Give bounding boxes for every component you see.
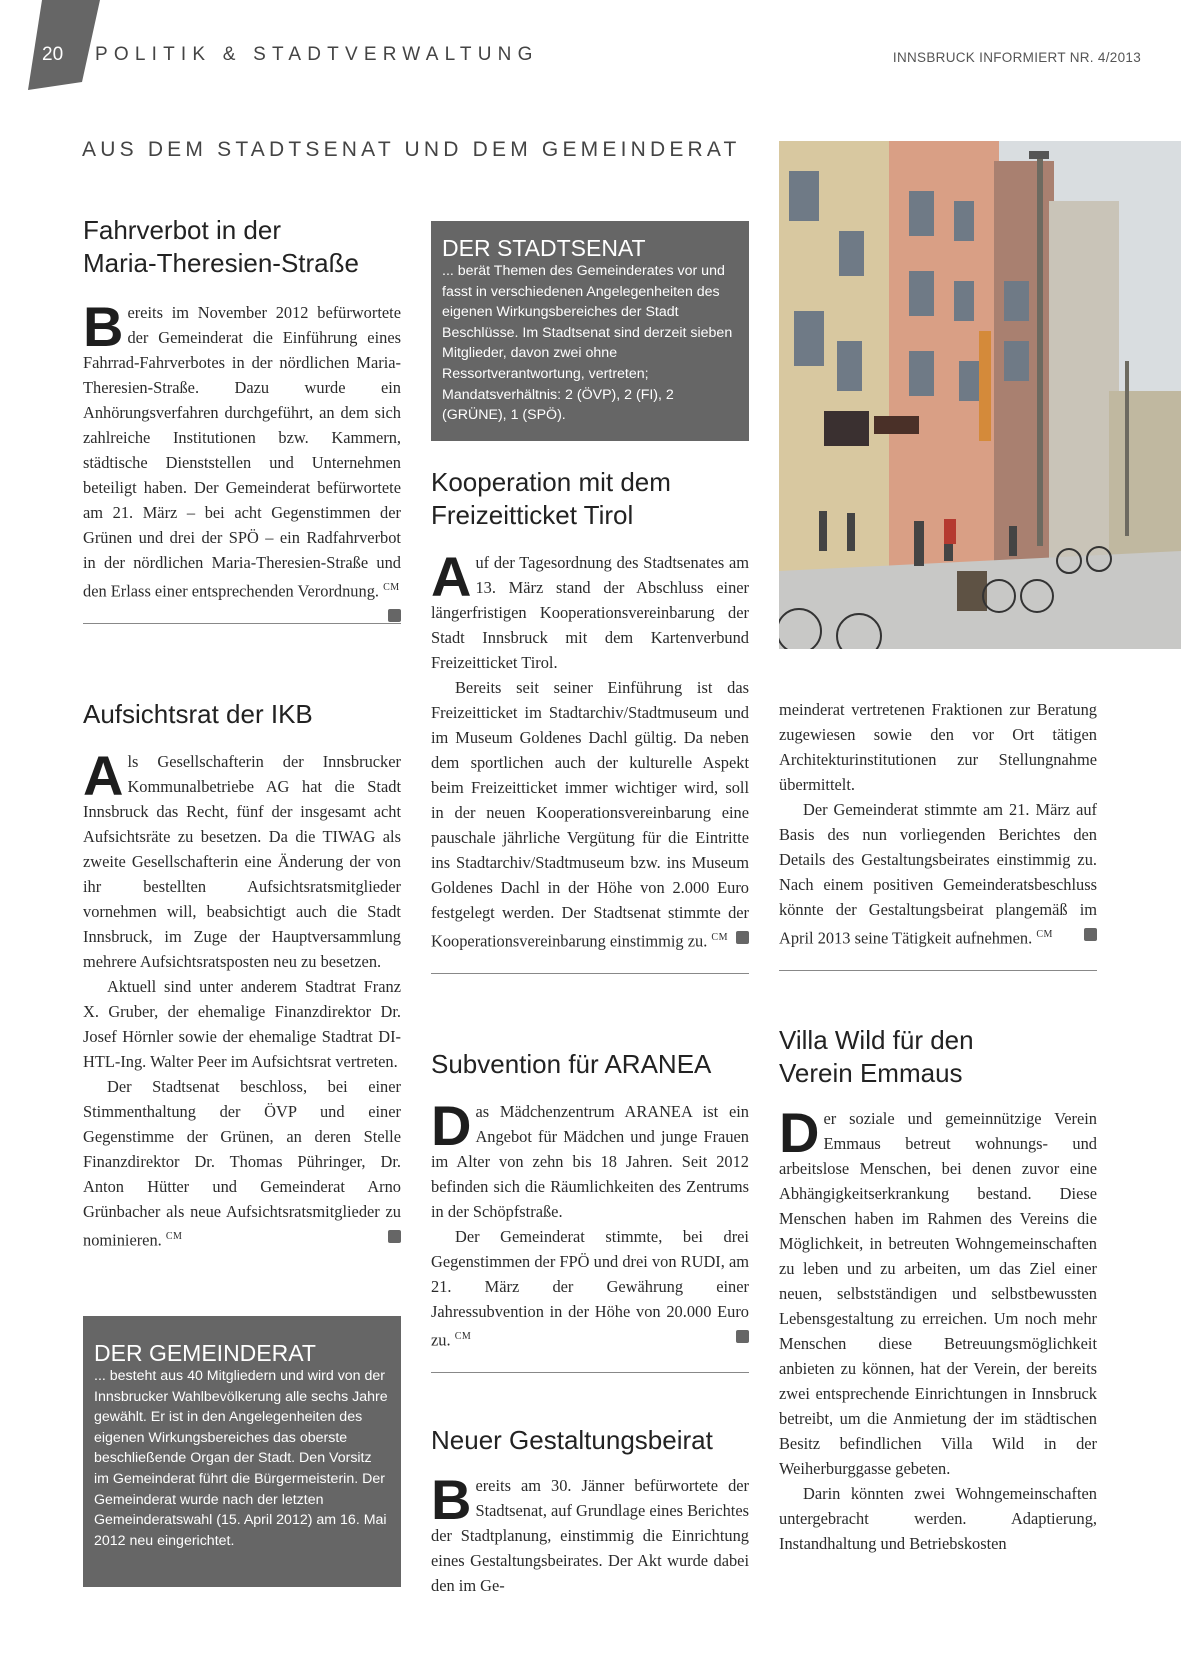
page-number: 20 [42, 44, 64, 65]
author-initials: CM [711, 932, 728, 943]
drop-cap: D [779, 1101, 820, 1164]
author-initials: CM [383, 582, 400, 593]
article-body: Bereits seit seiner Einführung ist das Freizeitticket im Stadtarchiv/Stadtmuseum und im Museum Goldenes Dachl gültig. Da neben dem sportlichen auch der kulturelle Aspekt beim Freizeitticket immer wichtiger wird, soll in der neuen Kooperationsvereinbarung eine pauschale jährliche Vergütung für die Eintritte ins Stadtarchiv/Stadtmuseum bzw. ins Museum Goldenes Dachl in der Höhe von 2.000 Euro festgelegt werden. Der Stadtsenat stimmte der Kooperationsvereinbarung einstimmig zu. $^{CM}$ [431, 678, 749, 951]
article-body: Der Stadtsenat beschloss, bei einer Stimmenthaltung der ÖVP und einer Gegenstimme der Grünen, an deren Stelle Finanzdirektor Dr. Thomas Pühringer, Dr. Anton Hütter und Gemeinderat Arno Grünbacher als neue Aufsichtsratsmitglieder zu nominieren. $^{CM}$ [83, 1077, 401, 1250]
article-body: Bereits am 30. Jänner befürwortete der Stadtsenat, auf Grundlage eines Berichtes der Stadtplanung, einstimmig die Einrichtung eines Gestaltungsbeirates. Der Akt wurde dabei den im Ge- [431, 1468, 749, 1595]
end-mark-icon [736, 1330, 749, 1343]
article-title: Neuer Gestaltungsbeirat [431, 1425, 713, 1455]
info-box-text: ... berät Themen des Gemeinderates vor und fasst in verschiedenen Angelegenheiten des eigenen Wirkungsbereiches der Stadt Beschlüsse. Im Stadtsenat sind derzeit sieben Mitglieder, davon zwei ohne Ressortverantwortung, vertreten; Mandatsverhältnis: 2 (ÖVP), 2 (FI), 2 (GRÜNE), 1 (SPÖ). [442, 263, 733, 424]
article-title: Fahrverbot in der Maria-Theresien-Straße [83, 215, 359, 278]
article-body: meinderat vertretenen Fraktionen zur Beratung zugewiesen sowie den vor Ort tätigen Architekturinstitutionen zur Stellungnahme übermittelt. [779, 700, 1097, 794]
page-number-tab [28, 0, 100, 90]
end-mark-icon [1084, 928, 1097, 941]
section-title: POLITIK & STADTVERWALTUNG [95, 44, 539, 65]
info-box-text: ... besteht aus 40 Mitgliedern und wird von der Innsbrucker Wahlbevölkerung alle sechs Jahre gewählt. Er ist in den Angelegenheiten des eigenen Wirkungsbereiches das oberste beschließende Organ der Stadt. Den Vorsitz im Gemeinderat führt die Bürgermeisterin. Der Gemeinderat wurde nach der letzten Gemeinderatswahl (15. April 2012) am 16. Mai 2012 neu eingerichtet. [94, 1368, 388, 1549]
article-gestaltungsbeirat-continued [779, 697, 1097, 971]
article-gestaltungsbeirat [431, 1424, 749, 1598]
article-fahrverbot [83, 214, 401, 624]
article-body: Als Gesellschafterin der Innsbrucker Kommunalbetriebe AG hat die Stadt Innsbruck das Recht, fünf der insgesamt acht Aufsichtsräte zu besetzen. Da die TIWAG als zweite Gesellschafterin eine Änderung der von ihr bestellten Aufsichtsratsmitglieder vornehmen will, beabsichtigt auch die Stadt Innsbruck, im Zuge der Hauptversammlung mehrere Aufsichtsratsposten neu zu besetzen. [83, 744, 401, 971]
divider [779, 970, 1097, 971]
page-kicker: AUS DEM STADTSENAT UND DEM GEMEINDERAT [82, 138, 741, 161]
author-initials: CM [165, 1231, 183, 1242]
info-box-stadtsenat [431, 221, 749, 441]
article-body: Der soziale und gemeinnützige Verein Emmaus betreut wohnungs- und arbeitslose Menschen, bei denen zuvor eine Abhängigkeitserkrankung bestand. Diese Menschen haben im Rahmen des Vereins die Möglichkeit, in betreuten Wohngemeinschaften zu leben und zu arbeiten, um das Ziel einer neuen, selbstständigen und selbstbewussten Lebensgestaltung zu erreichen. Um noch mehr Menschen diese Betreuungsmöglichkeit anbieten zu können, hat der Verein, der bereits zwei entsprechende Einrichtungen in Innsbruck betreibt, um die Anmietung der im städtischen Besitz befindlichen Villa Wild in der Weiherburggasse gebeten. [779, 1101, 1097, 1478]
street-photo [779, 141, 1181, 649]
article-ikb [83, 698, 401, 1252]
drop-cap: A [431, 545, 472, 608]
drop-cap: A [83, 744, 124, 807]
street-scene-image [779, 141, 1181, 649]
drop-cap: D [431, 1094, 472, 1157]
info-box-title: DER GEMEINDERAT [94, 1340, 316, 1366]
article-body: Der Gemeinderat stimmte, bei drei Gegenstimmen der FPÖ und drei von RUDI, am 21. März der Gewährung einer Jahressubvention in der Höhe von 20.000 Euro zu. $^{CM}$ [431, 1227, 749, 1350]
article-villa-wild [779, 1024, 1097, 1556]
article-body: Darin könnten zwei Wohngemeinschaften untergebracht werden. Adaptierung, Instandhaltung und Betriebskosten [779, 1484, 1097, 1553]
end-mark-icon [388, 609, 401, 622]
article-body: Aktuell sind unter anderem Stadtrat Franz X. Gruber, der ehemalige Finanzdirektor Dr. Josef Hörnler sowie der ehemalige Stadtrat DI-HTL-Ing. Walter Peer im Aufsichtsrat vertreten. [83, 977, 401, 1071]
article-body: Auf der Tagesordnung des Stadtsenates am 13. März stand der Abschluss einer längerfristigen Kooperationsvereinbarung der Stadt Innsbruck mit dem Kartenverbund Freizeitticket Tirol. [431, 545, 749, 672]
end-mark-icon [736, 931, 749, 944]
article-kooperation [431, 466, 749, 974]
issue-label: INNSBRUCK INFORMIERT NR. 4/2013 [892, 50, 1141, 65]
drop-cap: B [83, 295, 124, 358]
drop-cap: B [431, 1468, 472, 1531]
article-title: Aufsichtsrat der IKB [83, 699, 313, 729]
divider [431, 1372, 749, 1373]
divider [431, 973, 749, 974]
article-title: Villa Wild für den Verein Emmaus [779, 1025, 974, 1088]
article-body: Das Mädchenzentrum ARANEA ist ein Angebot für Mädchen und junge Frauen im Alter von zehn bis 18 Jahren. Seit 2012 befinden sich die Räumlichkeiten des Zentrums in der Schöpfstraße. [431, 1094, 749, 1221]
article-body: Der Gemeinderat stimmte am 21. März auf Basis des nun vorliegenden Berichtes den Details des Gestaltungsbeirates einstimmig zu. Nach einem positiven Gemeinderatsbeschluss könnte der Gestaltungsbeirat plangemäß im April 2013 seine Tätigkeit aufnehmen. $^{CM}$ [779, 800, 1097, 948]
divider [83, 623, 401, 624]
article-aranea [431, 1048, 749, 1373]
end-mark-icon [388, 1230, 401, 1243]
info-box-gemeinderat [83, 1316, 401, 1587]
article-title: Kooperation mit dem Freizeitticket Tirol [431, 467, 671, 530]
article-title: Subvention für ARANEA [431, 1049, 712, 1079]
author-initials: CM [454, 1331, 472, 1342]
article-body: Bereits im November 2012 befürwortete der Gemeinderat die Einführung eines Fahrrad-Fahrverbotes in der nördlichen Maria-Theresien-Straße. Dazu wurde ein Anhörungsverfahren durchgeführt, an dem sich zahlreiche Institutionen bzw. Kammern, städtische Dienststellen und Unternehmen beteiligt haben. Der Gemeinderat befürwortete am 21. März – bei acht Gegenstimmen der Grünen und drei der SPÖ – ein Radfahrverbot in der nördlichen Maria-Theresien-Straße und den Erlass einer entsprechenden Verordnung. $^{CM}$ [83, 300, 401, 603]
info-box-title: DER STADTSENAT [442, 235, 646, 261]
author-initials: CM [1036, 929, 1053, 940]
